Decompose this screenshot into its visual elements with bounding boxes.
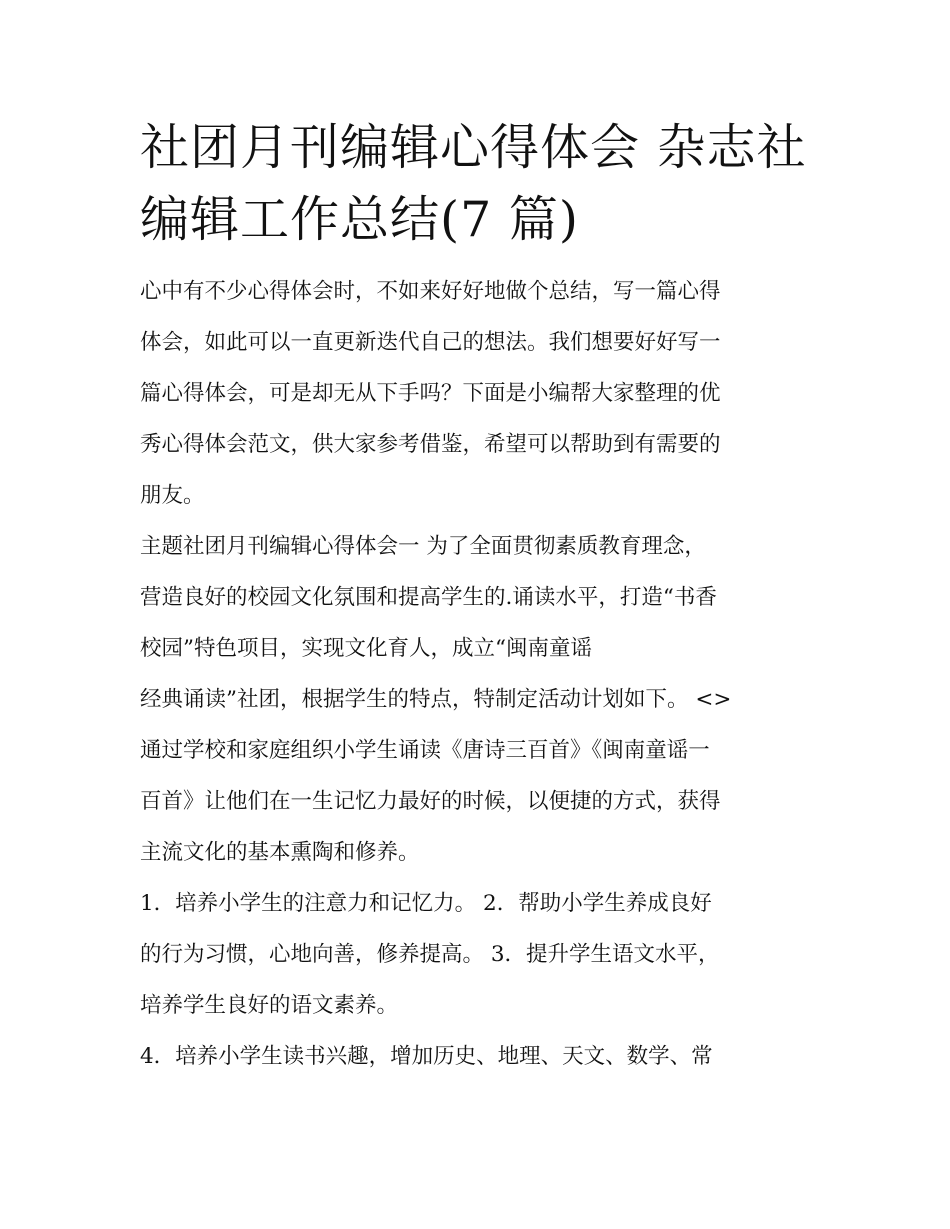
text-line: 百首》让他们在一生记忆力最好的时候，以便捷的方式，获得 bbox=[140, 789, 721, 814]
document-page bbox=[140, 112, 820, 1082]
text-line: 4．培养小学生读书兴趣，增加历史、地理、天文、数学、常 bbox=[140, 1044, 713, 1069]
text-line: 经典诵读”社团，根据学生的特点，特制定活动计划如下。 <> bbox=[140, 687, 732, 712]
text-line: 校园”特色项目，实现文化育人，成立“闽南童谣 bbox=[140, 636, 592, 661]
text-line: 篇心得体会，可是却无从下手吗？下面是小编帮大家整理的优 bbox=[140, 381, 721, 406]
text-line: 主题社团月刊编辑心得体会一 为了全面贯彻素质教育理念， bbox=[140, 534, 706, 559]
intro-paragraph bbox=[140, 266, 820, 521]
text-line: 体会，如此可以一直更新迭代自己的想法。我们想要好好写一 bbox=[140, 330, 721, 355]
document-title bbox=[140, 112, 820, 256]
text-line: 心中有不少心得体会时，不如来好好地做个总结，写一篇心得 bbox=[140, 279, 721, 304]
title-line: 编辑工作总结(7 篇) bbox=[140, 191, 579, 248]
text-line: 1．培养小学生的注意力和记忆力。 2．帮助小学生养成良好 bbox=[140, 891, 712, 916]
text-line: 朋友。 bbox=[140, 483, 205, 508]
section-one-paragraph bbox=[140, 521, 820, 878]
title-line: 社团月刊编辑心得体会 杂志社 bbox=[140, 119, 807, 176]
text-line: 培养学生良好的语文素养。 bbox=[140, 993, 399, 1018]
text-line: 营造良好的校园文化氛围和提高学生的.诵读水平，打造“书香 bbox=[140, 585, 717, 610]
text-line: 通过学校和家庭组织小学生诵读《唐诗三百首》《闽南童谣一 bbox=[140, 738, 710, 763]
text-line: 的行为习惯，心地向善，修养提高。 3．提升学生语文水平， bbox=[140, 942, 720, 967]
text-line: 秀心得体会范文，供大家参考借鉴，希望可以帮助到有需要的 bbox=[140, 432, 721, 457]
goals-paragraph bbox=[140, 878, 820, 1031]
goal-four-paragraph bbox=[140, 1031, 820, 1082]
text-line: 主流文化的基本熏陶和修养。 bbox=[140, 840, 420, 865]
